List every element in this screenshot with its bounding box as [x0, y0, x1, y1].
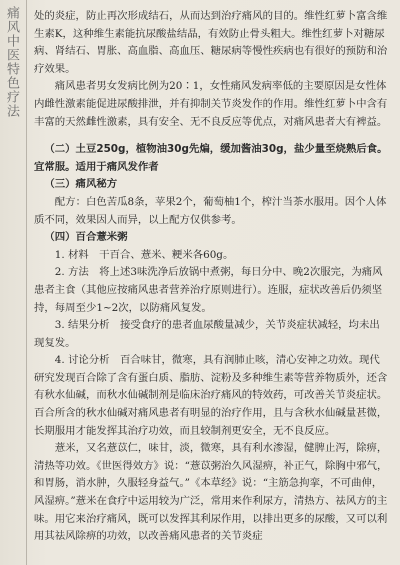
paragraph-jieguo: 3. 结果分析 接受食疗的患者血尿酸量减少，关节炎症状减轻，均未出现复发。 [34, 319, 380, 349]
paragraph-yimi: 薏米，又名薏苡仁，味甘，淡，微寒，具有利水渗湿，健脾止泻，除痹，清热等功效。《世医得效方》说：“薏苡粥治久风湿痹，补正气，除胸中邪气，和胃肠，消水肿，久服轻身益气。”《本草经》说：“主筋急拘挛，不可曲伸，风湿痹。”薏米在食疗中运用较为广泛，常用来作利尿方，清热方、祛风方的主味。用它来治疗痛风，既可以发挥其利尿作用，以排出更多的尿酸，又可以利用其祛风除痹的功效，以改善痛风患者的关节炎症 [34, 442, 388, 543]
margin-rule [26, 0, 27, 565]
paragraph-2: 痛风患者男女发病比例为20∶1，女性痛风发病率低的主要原因是女性体内雌性激素能促进尿酸排泄，并有抑制关节炎发作的作用。维性红萝卜中含有丰富的天然雌性激素，具有安全、无不良反应等优点，对痛风患者大有裨益。 [34, 80, 388, 128]
heading-baihe: （四）百合薏米粥 [44, 231, 128, 244]
heading-mifang: （三）痛风秘方 [44, 178, 118, 191]
spacer [34, 131, 390, 141]
book-title: 痛风中医特色疗法 [4, 6, 19, 118]
paragraph-taolun: 4. 讨论分析 百合味甘，微寒，具有润肺止咳，清心安神之功效。现代研究发现百合除了含有蛋白质、脂肪、淀粉及多种维生素等营养物质外，还含有秋水仙碱，而秋水仙碱制剂是临床治疗痛风的特效药，可改善关节炎症状。百合所含的秋水仙碱对痛风患者有明显的治疗作用，且与含秋水仙碱量甚微，长期服用才能发挥其治疗功效，而且较制剂更安全，无不良反应。 [34, 354, 388, 437]
paragraph-1: 处的炎症，防止再次形成结石，从而达到治疗痛风的目的。维性红萝卜富含维生素K，这种维生素能抗尿酸盐结晶，有效防止骨头粗大。维性红萝卜对糖尿病、肾结石、胃胀、高血脂、高血压、糖尿病等慢性疾病也有很好的预防和治疗效果。 [34, 10, 388, 75]
paragraph-fangfa: 2. 方法 将上述3味洗净后放锅中煮粥，每日分中、晚2次服完，为痛风患者主食（其他应按痛风患者营养治疗原则进行）。连服，症状改善后仍须坚持，每周至少1~2次，以防痛风复发。 [34, 266, 383, 314]
paragraph-peifang: 配方：白色苦瓜8条，苹果2个，葡萄柚1个，榨汁当茶水服用。因个人体质不同，效果因人而异，以上配方仅供参考。 [34, 195, 387, 226]
paragraph-cailiao: 1. 材料 干百合、薏米、粳米各60g。 [54, 248, 234, 261]
running-head [4, 6, 26, 146]
heading-tudou: （二）土豆250g，植物油30g先煸，缓加酱油30g，盐少量至烧熟后食。 [44, 143, 388, 156]
heading-tudou-cont: 宜常服。适用于痛风发作者 [34, 160, 159, 173]
page-body [34, 8, 390, 546]
